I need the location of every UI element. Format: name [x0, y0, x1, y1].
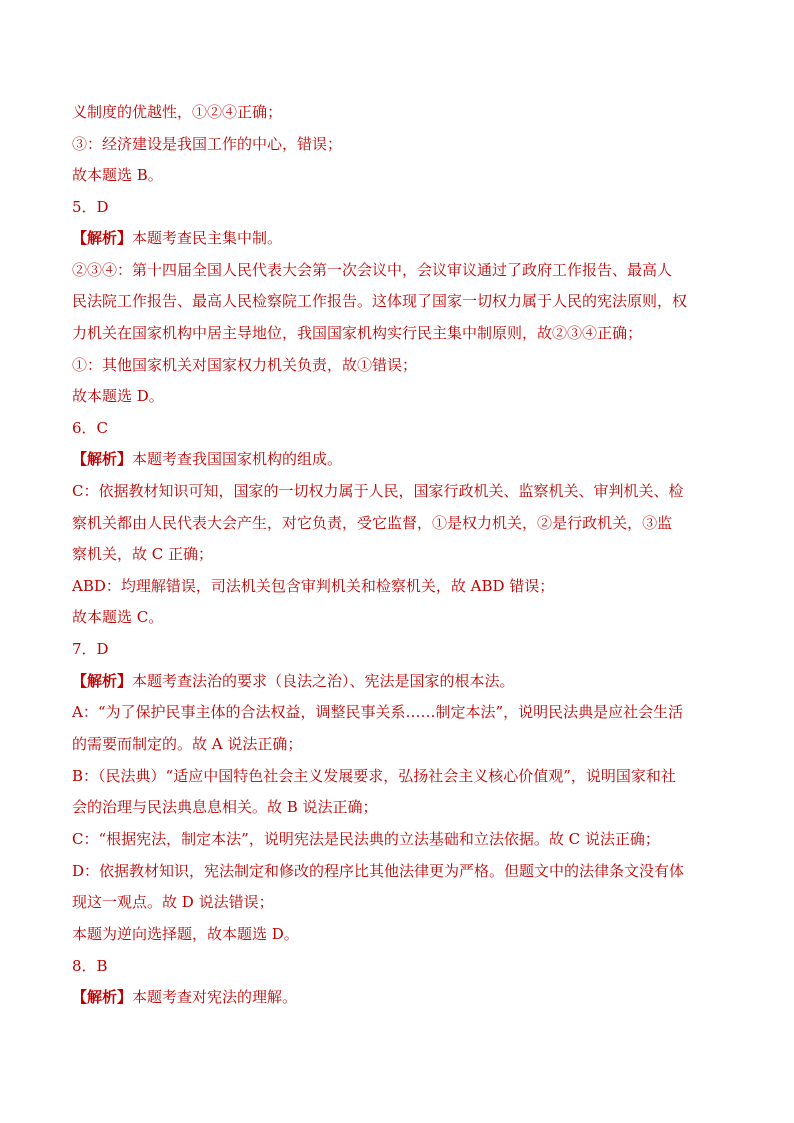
text-segment: 本题考查法治的要求（良法之治）、宪法是国家的根本法。: [132, 672, 515, 690]
text-segment: 监: [657, 514, 673, 532]
circled-number: ②: [552, 324, 568, 342]
circled-number: ④: [582, 324, 598, 342]
text-segment: 正确；: [237, 103, 283, 121]
text-line: [72, 734, 724, 754]
text-segment: 故本题选 C。: [72, 608, 164, 626]
text-line: [72, 323, 724, 343]
circled-number: ③: [642, 514, 658, 532]
text-segment: 是权力机关，: [447, 514, 538, 532]
text-line: [72, 386, 724, 406]
text-line: [72, 892, 724, 912]
text-segment: ：经济建设是我国工作的中心，错误；: [87, 135, 343, 153]
text-segment: 察机关，故 C 正确；: [72, 545, 214, 563]
text-segment: 8．B: [72, 957, 108, 975]
text-segment: ：其他国家机关对国家权力机关负责，故: [87, 356, 358, 374]
text-line: [72, 449, 724, 469]
circled-number: ③: [87, 261, 103, 279]
text-line: [72, 987, 724, 1007]
text-line: [72, 513, 724, 533]
text-segment: 5．D: [72, 198, 109, 216]
text-segment: 察机关都由人民代表大会产生，对它负责，受它监督，: [72, 514, 433, 532]
text-line: [72, 607, 724, 627]
text-segment: 的需要而制定的。故 A 说法正确；: [72, 735, 303, 753]
text-line: [72, 766, 724, 786]
text-segment: A：“为了保护民事主体的合法权益，调整民事关系……制定本法”，说明民法典是应社会生活: [72, 703, 684, 721]
text-segment: 是行政机关，: [552, 514, 643, 532]
text-line: [72, 924, 724, 944]
analysis-label: 【解析】: [72, 988, 133, 1006]
text-line: [72, 956, 724, 976]
text-line: [72, 102, 724, 122]
text-segment: 现这一观点。故 D 说法错误；: [72, 893, 274, 911]
text-segment: 故本题选 D。: [72, 387, 164, 405]
text-segment: 正确；: [597, 324, 643, 342]
text-segment: 本题考查我国国家机构的组成。: [132, 450, 343, 468]
text-line: [72, 291, 724, 311]
circled-number: ①: [432, 514, 448, 532]
text-line: [72, 165, 724, 185]
analysis-label: 【解析】: [72, 672, 133, 690]
text-line: [72, 671, 724, 691]
circled-number: ②: [537, 514, 553, 532]
text-line: [72, 702, 724, 722]
text-segment: C：“根据宪法，制定本法”，说明宪法是民法典的立法基础和立法依据。故 C 说法正确；: [72, 830, 660, 848]
text-segment: 本题考查民主集中制。: [132, 229, 283, 247]
text-line: [72, 418, 724, 438]
text-line: [72, 134, 724, 154]
circled-number: ③: [72, 135, 88, 153]
analysis-label: 【解析】: [72, 229, 133, 247]
text-segment: ABD：均理解错误，司法机关包含审判机关和检察机关，故 ABD 错误；: [72, 577, 555, 595]
text-segment: D：依据教材知识，宪法制定和修改的程序比其他法律更为严格。但题文中的法律条文没有体: [72, 862, 685, 880]
text-segment: 力机关在国家机构中居主导地位，我国国家机构实行民主集中制原则，故: [72, 324, 553, 342]
circled-number: ②: [207, 103, 223, 121]
text-line: [72, 228, 724, 248]
text-line: [72, 197, 724, 217]
text-line: [72, 260, 724, 280]
text-segment: ：第十四届全国人民代表大会第一次会议中，会议审议通过了政府工作报告、最高人: [117, 261, 673, 279]
circled-number: ④: [102, 261, 118, 279]
text-segment: 故本题选 B。: [72, 166, 163, 184]
circled-number: ①: [192, 103, 208, 121]
text-segment: C：依据教材知识可知，国家的一切权力属于人民，国家行政机关、监察机关、审判机关、检: [72, 482, 684, 500]
circled-number: ④: [222, 103, 238, 121]
text-segment: 错误；: [372, 356, 418, 374]
text-line: [72, 797, 724, 817]
text-line: [72, 861, 724, 881]
circled-number: ②: [72, 261, 88, 279]
text-segment: 民法院工作报告、最高人民检察院工作报告。这体现了国家一切权力属于人民的宪法原则，权: [72, 292, 688, 310]
text-segment: 6．C: [72, 419, 109, 437]
text-line: [72, 639, 724, 659]
text-line: [72, 355, 724, 375]
text-segment: 义制度的优越性，: [72, 103, 193, 121]
text-segment: 7．D: [72, 640, 109, 658]
analysis-label: 【解析】: [72, 450, 133, 468]
text-line: [72, 829, 724, 849]
circled-number: ③: [567, 324, 583, 342]
circled-number: ①: [357, 356, 373, 374]
text-line: [72, 544, 724, 564]
text-line: [72, 576, 724, 596]
text-line: [72, 481, 724, 501]
text-segment: 会的治理与民法典息息相关。故 B 说法正确；: [72, 798, 378, 816]
text-segment: 本题考查对宪法的理解。: [132, 988, 298, 1006]
circled-number: ①: [72, 356, 88, 374]
text-segment: 本题为逆向选择题，故本题选 D。: [72, 925, 299, 943]
text-segment: B：（民法典）“适应中国特色社会主义发展要求，弘扬社会主义核心价值观”，说明国家和社: [72, 767, 676, 785]
